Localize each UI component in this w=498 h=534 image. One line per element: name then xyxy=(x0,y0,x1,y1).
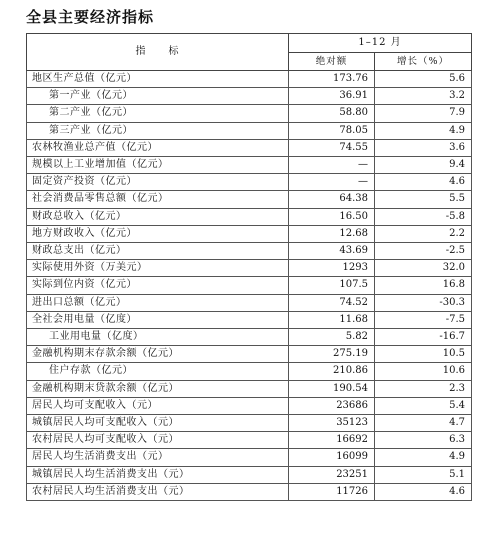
growth-value: 10.5 xyxy=(375,346,472,363)
indicator-name: 金融机构期末贷款余额（亿元） xyxy=(27,380,289,397)
table-row xyxy=(27,277,472,294)
absolute-value: 78.05 xyxy=(289,122,375,139)
table-row xyxy=(27,122,472,139)
growth-value: 2.2 xyxy=(375,225,472,242)
absolute-value: 11.68 xyxy=(289,311,375,328)
indicator-name: 实际到位内资（亿元） xyxy=(27,277,289,294)
absolute-value: — xyxy=(289,174,375,191)
indicator-name: 地方财政收入（亿元） xyxy=(27,225,289,242)
absolute-value: 11726 xyxy=(289,483,375,500)
table-row xyxy=(27,449,472,466)
growth-value: 2.3 xyxy=(375,380,472,397)
growth-value: 16.8 xyxy=(375,277,472,294)
growth-value: 5.6 xyxy=(375,71,472,88)
indicator-table xyxy=(26,33,472,501)
indicator-name: 居民人均生活消费支出（元） xyxy=(27,449,289,466)
absolute-value: 12.68 xyxy=(289,225,375,242)
indicator-name: 住户存款（亿元） xyxy=(27,363,289,380)
table-row xyxy=(27,88,472,105)
absolute-value: 58.80 xyxy=(289,105,375,122)
absolute-value: 5.82 xyxy=(289,329,375,346)
indicator-name: 农林牧渔业总产值（亿元） xyxy=(27,139,289,156)
growth-value: 4.6 xyxy=(375,483,472,500)
absolute-value: 23686 xyxy=(289,397,375,414)
absolute-value: 210.86 xyxy=(289,363,375,380)
growth-value: 4.9 xyxy=(375,122,472,139)
table-row xyxy=(27,346,472,363)
header-row-1 xyxy=(27,34,472,53)
growth-value: 3.6 xyxy=(375,139,472,156)
page-title: 全县主要经济指标 xyxy=(26,8,155,26)
indicator-name: 财政总收入（亿元） xyxy=(27,208,289,225)
indicator-name: 第二产业（亿元） xyxy=(27,105,289,122)
absolute-value: 74.52 xyxy=(289,294,375,311)
indicator-name: 规模以上工业增加值（亿元） xyxy=(27,157,289,174)
table-row xyxy=(27,483,472,500)
table-row xyxy=(27,225,472,242)
indicator-name: 城镇居民人均可支配收入（元） xyxy=(27,415,289,432)
indicator-name: 固定资产投资（亿元） xyxy=(27,174,289,191)
growth-value: 4.7 xyxy=(375,415,472,432)
growth-value: -2.5 xyxy=(375,243,472,260)
absolute-value: 35123 xyxy=(289,415,375,432)
growth-value: -5.8 xyxy=(375,208,472,225)
absolute-value: 74.55 xyxy=(289,139,375,156)
absolute-value: 16692 xyxy=(289,432,375,449)
absolute-value: — xyxy=(289,157,375,174)
table-row xyxy=(27,363,472,380)
growth-value: 4.6 xyxy=(375,174,472,191)
indicator-name: 金融机构期末存款余额（亿元） xyxy=(27,346,289,363)
table-row xyxy=(27,260,472,277)
growth-value: 5.1 xyxy=(375,466,472,483)
table-row xyxy=(27,380,472,397)
absolute-value: 173.76 xyxy=(289,71,375,88)
growth-value: 32.0 xyxy=(375,260,472,277)
growth-value: 5.5 xyxy=(375,191,472,208)
table-row xyxy=(27,329,472,346)
absolute-value: 16.50 xyxy=(289,208,375,225)
indicator-header: 指 标 xyxy=(27,34,289,71)
absolute-value: 43.69 xyxy=(289,243,375,260)
absolute-value: 36.91 xyxy=(289,88,375,105)
table-row xyxy=(27,294,472,311)
indicator-name: 第三产业（亿元） xyxy=(27,122,289,139)
indicator-name: 工业用电量（亿度） xyxy=(27,329,289,346)
table-row xyxy=(27,397,472,414)
absolute-value: 16099 xyxy=(289,449,375,466)
indicator-name: 社会消费品零售总额（亿元） xyxy=(27,191,289,208)
growth-value: 7.9 xyxy=(375,105,472,122)
indicator-name: 居民人均可支配收入（元） xyxy=(27,397,289,414)
growth-value: -30.3 xyxy=(375,294,472,311)
absolute-value: 107.5 xyxy=(289,277,375,294)
absolute-header: 绝对额 xyxy=(289,52,375,71)
table-row xyxy=(27,415,472,432)
growth-header: 增长（%） xyxy=(375,52,472,71)
indicator-name: 农村居民人均可支配收入（元） xyxy=(27,432,289,449)
table-row xyxy=(27,311,472,328)
growth-value: 9.4 xyxy=(375,157,472,174)
indicator-name: 实际使用外资（万美元） xyxy=(27,260,289,277)
growth-value: -7.5 xyxy=(375,311,472,328)
growth-value: 3.2 xyxy=(375,88,472,105)
period-header: 1–12 月 xyxy=(289,34,472,53)
growth-value: -16.7 xyxy=(375,329,472,346)
indicator-name: 全社会用电量（亿度） xyxy=(27,311,289,328)
growth-value: 4.9 xyxy=(375,449,472,466)
table-row xyxy=(27,466,472,483)
growth-value: 5.4 xyxy=(375,397,472,414)
table-row xyxy=(27,174,472,191)
absolute-value: 275.19 xyxy=(289,346,375,363)
indicator-name: 农村居民人均生活消费支出（元） xyxy=(27,483,289,500)
indicator-name: 财政总支出（亿元） xyxy=(27,243,289,260)
absolute-value: 1293 xyxy=(289,260,375,277)
growth-value: 10.6 xyxy=(375,363,472,380)
indicator-name: 第一产业（亿元） xyxy=(27,88,289,105)
table-row xyxy=(27,243,472,260)
table-row xyxy=(27,105,472,122)
absolute-value: 190.54 xyxy=(289,380,375,397)
table-row xyxy=(27,208,472,225)
table-row xyxy=(27,157,472,174)
indicator-name: 地区生产总值（亿元） xyxy=(27,71,289,88)
table-row xyxy=(27,191,472,208)
indicator-name: 城镇居民人均生活消费支出（元） xyxy=(27,466,289,483)
table-row xyxy=(27,432,472,449)
table-row xyxy=(27,139,472,156)
absolute-value: 23251 xyxy=(289,466,375,483)
growth-value: 6.3 xyxy=(375,432,472,449)
absolute-value: 64.38 xyxy=(289,191,375,208)
indicator-name: 进出口总额（亿元） xyxy=(27,294,289,311)
table-row xyxy=(27,71,472,88)
